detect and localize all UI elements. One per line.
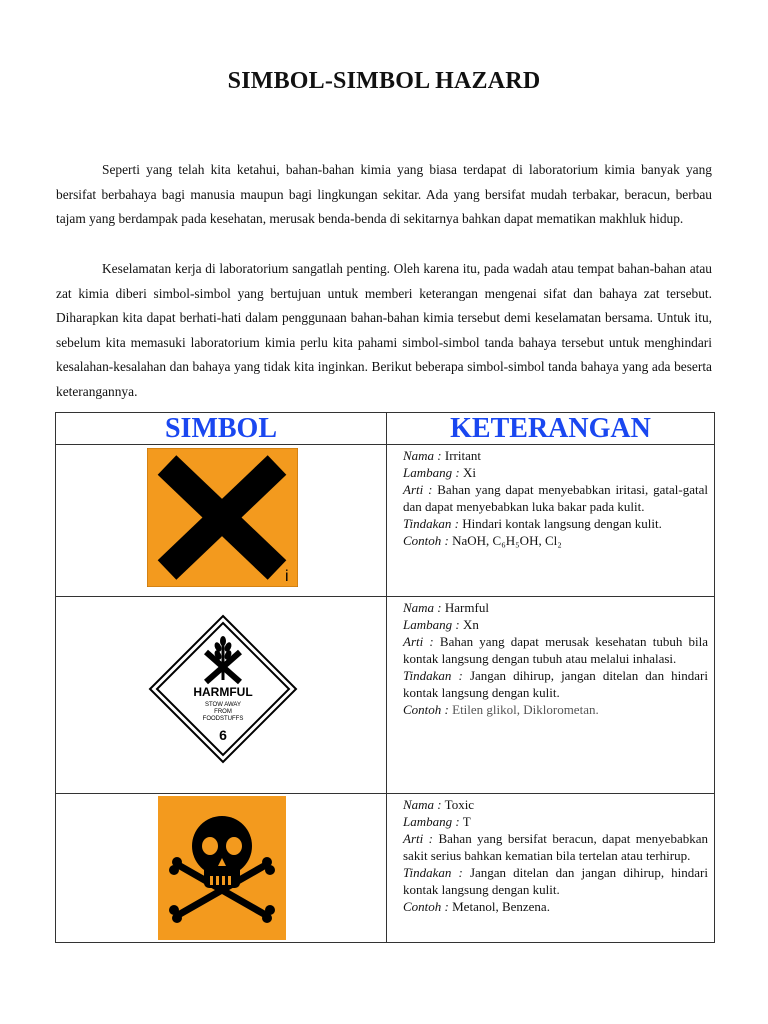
label-arti: Arti :	[403, 482, 433, 497]
contoh-value: NaOH, C₆H₅OH, Cl₂	[452, 533, 562, 548]
table-row	[56, 794, 715, 943]
description-cell	[387, 445, 715, 597]
label-arti: Arti :	[403, 634, 434, 649]
label-tindakan: Tindakan :	[403, 516, 459, 531]
harmful-sign-number: 6	[219, 727, 227, 743]
label-nama: Nama :	[403, 448, 442, 463]
contoh-value: Etilen glikol, Diklorometan.	[452, 702, 599, 717]
label-lambang: Lambang :	[403, 617, 460, 632]
table-row	[56, 445, 715, 597]
header-symbol: SIMBOL	[56, 413, 387, 445]
intro-paragraph: Seperti yang telah kita ketahui, bahan-bahan kimia yang biasa terdapat di laboratorium kimia banyak yang bersifat berbahaya bagi manusia maupun bagi lingkungan sekitar. Ada yang bersifat mudah terbakar, beracun, berbau tajam yang berdampak pada kesehatan, merusak benda-benda di sekitarnya bahkan dapat mematikan makhluk hidup.	[56, 162, 712, 227]
arti-value: Bahan yang bersifat beracun, dapat menyebabkan sakit serius bahkan kematian bila tertelan atau terhirup.	[403, 831, 708, 863]
harmful-sign-line2: FROM	[214, 709, 232, 715]
harmful-sign-line3: FOODSTUFFS	[202, 716, 244, 722]
symbol-cell	[56, 445, 387, 597]
tindakan-value: Hindari kontak langsung dengan kulit.	[462, 516, 662, 531]
symbol-cell	[56, 597, 387, 794]
nama-value: Toxic	[444, 797, 475, 812]
header-description: KETERANGAN	[387, 413, 715, 445]
lambang-value: Xn	[462, 617, 479, 632]
page-title: SIMBOL-SIMBOL HAZARD	[227, 68, 541, 94]
irritant-sign-letter: i	[285, 568, 289, 585]
label-contoh: Contoh :	[403, 899, 449, 914]
nama-value: Harmful	[444, 600, 489, 615]
lambang-value: T	[462, 814, 471, 829]
label-nama: Nama :	[403, 600, 442, 615]
label-arti: Arti :	[403, 831, 434, 846]
description-cell	[387, 597, 715, 794]
irritant-cross-icon	[147, 448, 298, 587]
label-tindakan: Tindakan :	[403, 668, 463, 683]
harmful-diamond-icon	[148, 614, 298, 764]
label-contoh: Contoh :	[403, 702, 449, 717]
arti-value: Bahan yang dapat menyebabkan iritasi, gatal-gatal dan dapat menyebabkan luka bakar pada kulit.	[403, 482, 708, 514]
table-row	[56, 597, 715, 794]
harmful-sign-word: HARMFUL	[193, 685, 253, 699]
label-lambang: Lambang :	[403, 814, 460, 829]
table-header-row	[56, 413, 715, 445]
hazard-table	[55, 412, 715, 943]
nama-value: Irritant	[444, 448, 481, 463]
label-contoh: Contoh :	[403, 533, 449, 548]
arti-value: Bahan yang dapat merusak kesehatan tubuh bila kontak langsung dengan tubuh atau melalui inhalasi.	[403, 634, 709, 666]
contoh-value: Metanol, Benzena.	[452, 899, 550, 914]
symbol-cell	[56, 794, 387, 943]
tindakan-value: Jangan ditelan dan jangan dihirup, hindari kontak langsung dengan kulit.	[403, 865, 708, 897]
label-nama: Nama :	[403, 797, 442, 812]
harmful-sign-line1: STOW AWAY	[204, 702, 242, 708]
toxic-skull-icon	[158, 796, 286, 940]
safety-paragraph: Keselamatan kerja di laboratorium sangatlah penting. Oleh karena itu, pada wadah atau tempat bahan-bahan atau zat kimia diberi simbol-simbol yang bertujuan untuk memberi keterangan mengenai sifat dan bahaya zat tersebut. Diharapkan kita dapat berhati-hati dalam penggunaan bahan-bahan kimia tersebut demi keselamatan bersama. Untuk itu, sebelum kita memasuki laboratorium kimia perlu kita pahami simbol-simbol tanda bahaya tersebut untuk menghindari kesalahan-kesalahan dan bahaya yang tidak kita inginkan. Berikut beberapa simbol-simbol tanda bahaya yang ada beserta keterangannya.	[56, 261, 712, 399]
label-lambang: Lambang :	[403, 465, 460, 480]
description-cell	[387, 794, 715, 943]
lambang-value: Xi	[462, 465, 476, 480]
label-tindakan: Tindakan :	[403, 865, 463, 880]
tindakan-value: Jangan dihirup, jangan ditelan dan hindari kontak langsung dengan kulit.	[403, 668, 708, 700]
